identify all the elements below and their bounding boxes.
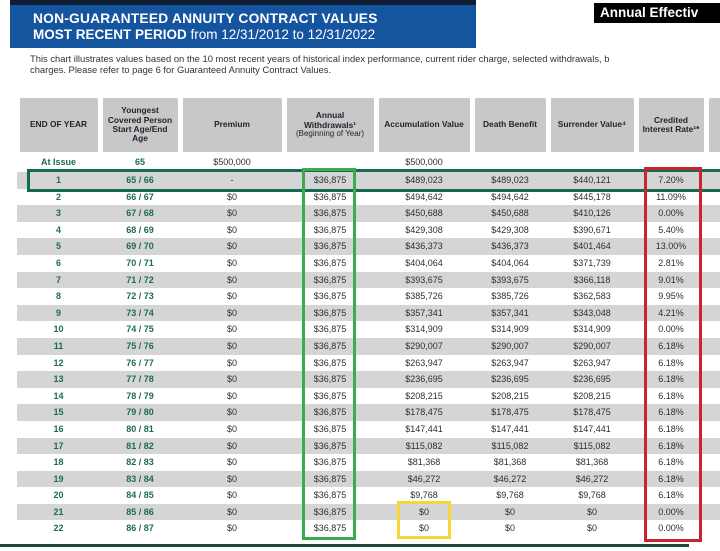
table-cell: $401,464 — [573, 241, 611, 252]
table-row — [17, 388, 720, 405]
table-cell: 84 / 85 — [126, 490, 154, 501]
table-cell: $450,688 — [405, 208, 443, 219]
table-cell: 14 — [53, 390, 64, 401]
table-cell: 7 — [55, 274, 61, 285]
table-cell: $0 — [418, 523, 429, 534]
table-cell: 86 / 87 — [126, 523, 154, 534]
column-header-label: END OF YEAR — [29, 119, 88, 130]
table-cell: 1 — [55, 175, 61, 185]
bottom-divider — [0, 544, 689, 547]
table-cell: 7.20% — [658, 175, 684, 185]
table-cell: 66 / 67 — [126, 191, 154, 202]
table-cell: $494,642 — [491, 191, 529, 202]
table-cell: 68 / 69 — [126, 224, 154, 235]
table-cell-cropped — [706, 338, 720, 355]
table-cell — [548, 152, 636, 172]
table-cell: $36,875 — [313, 357, 347, 368]
table-cell: $404,064 — [405, 257, 443, 268]
table-cell: $208,215 — [405, 390, 443, 401]
table-cell: $36,875 — [313, 407, 347, 418]
table-cell: 4 — [55, 224, 61, 235]
table-row — [17, 205, 720, 222]
column-header-death-benefit — [475, 98, 546, 152]
table-cell-cropped — [706, 222, 720, 239]
table-cell-cropped — [706, 205, 720, 222]
table-cell: $0 — [226, 390, 237, 401]
table-row — [17, 520, 720, 537]
table-cell: 65 — [134, 157, 145, 167]
table-cell: 16 — [53, 423, 64, 434]
table-cell: $429,308 — [491, 224, 529, 235]
column-header-end-of-year — [20, 98, 98, 152]
table-cell: $0 — [226, 423, 237, 434]
table-cell: $290,007 — [405, 340, 443, 351]
table-cell-cropped — [706, 305, 720, 322]
table-cell: $0 — [418, 506, 429, 517]
column-header-label: Accumulation Value — [384, 119, 464, 130]
table-cell: $36,875 — [313, 506, 347, 517]
table-cell-cropped — [706, 487, 720, 504]
table-row — [17, 222, 720, 239]
table-cell: $178,475 — [573, 407, 611, 418]
table-cell: $236,695 — [405, 374, 443, 385]
table-cell: $36,875 — [313, 490, 347, 501]
table-cell: 0.00% — [658, 523, 684, 534]
table-cell: $0 — [586, 506, 597, 517]
table-cell: $0 — [226, 357, 237, 368]
table-cell: $0 — [226, 224, 237, 235]
table-cell: $489,023 — [491, 175, 529, 185]
table-cell: $0 — [226, 291, 237, 302]
table-cell: $36,875 — [313, 457, 347, 468]
table-cell: 73 / 74 — [126, 307, 154, 318]
table-cell: $81,368 — [575, 457, 609, 468]
table-cell: $314,909 — [491, 324, 529, 335]
table-cell: $208,215 — [573, 390, 611, 401]
table-cell: $208,215 — [491, 390, 529, 401]
table-cell: $147,441 — [491, 423, 529, 434]
table-cell: 65 / 66 — [126, 175, 154, 185]
column-header-label: Credited Interest Rate¹* — [642, 114, 700, 134]
table-cell: $36,875 — [313, 473, 347, 484]
table-row — [17, 338, 720, 355]
table-cell: 9 — [55, 307, 61, 318]
table-cell: 6.18% — [658, 490, 684, 501]
table-cell: - — [230, 175, 234, 185]
table-cell: $263,947 — [573, 357, 611, 368]
table-cell: 71 / 72 — [126, 274, 154, 285]
column-header-credited-interest-rate — [639, 98, 704, 152]
table-cell-cropped — [706, 355, 720, 372]
table-row — [17, 504, 720, 521]
table-cell — [284, 152, 376, 172]
table-cell: $0 — [226, 257, 237, 268]
table-cell: 6.18% — [658, 423, 684, 434]
table-cell: 78 / 79 — [126, 390, 154, 401]
column-header-label: Premium — [214, 119, 250, 130]
table-cell: $36,875 — [313, 523, 347, 534]
table-cell: $494,642 — [405, 191, 443, 202]
table-cell: $0 — [226, 340, 237, 351]
table-cell: $46,272 — [493, 473, 527, 484]
table-cell: $445,178 — [573, 191, 611, 202]
table-cell: $0 — [226, 473, 237, 484]
table-cell: 13 — [53, 374, 64, 385]
table-cell: $0 — [226, 440, 237, 451]
table-cell-cropped — [706, 404, 720, 421]
table-row — [17, 404, 720, 421]
column-header-youngest-covered-person — [103, 98, 178, 152]
table-cell-cropped — [706, 471, 720, 488]
table-cell: 6.18% — [658, 407, 684, 418]
table-cell: 13.00% — [655, 241, 687, 252]
table-cell: $436,373 — [491, 241, 529, 252]
column-header-label: Death Benefit — [483, 119, 537, 130]
table-row — [17, 305, 720, 322]
page-subtitle-period: from 12/31/2012 to 12/31/2022 — [186, 27, 376, 42]
table-cell: 79 / 80 — [126, 407, 154, 418]
table-row — [17, 172, 720, 189]
table-cell: $314,909 — [573, 324, 611, 335]
table-cell: 2.81% — [658, 257, 684, 268]
table-header-row — [17, 98, 720, 152]
table-row — [17, 487, 720, 504]
table-cell: $314,909 — [405, 324, 443, 335]
table-cell: $385,726 — [491, 291, 529, 302]
description-line-1: This chart illustrates values based on the 10 most recent years of historical index performance, current rider charge, selected withdrawals, b — [30, 53, 610, 64]
table-row — [17, 454, 720, 471]
table-cell: $436,373 — [405, 241, 443, 252]
table-cell: 81 / 82 — [126, 440, 154, 451]
page-subtitle — [33, 27, 476, 42]
table-cell: $489,023 — [405, 175, 443, 185]
at-issue-row — [17, 152, 720, 172]
table-cell: $500,000 — [213, 157, 251, 167]
table-cell: $9,768 — [496, 490, 524, 501]
table-cell: 3 — [55, 208, 61, 219]
table-cell: 69 / 70 — [126, 241, 154, 252]
table-cell: $36,875 — [313, 440, 347, 451]
table-cell: At Issue — [40, 157, 76, 167]
table-cell: 5 — [55, 241, 61, 252]
table-cell-cropped — [706, 388, 720, 405]
table-cell: $366,118 — [573, 274, 611, 285]
table-cell: $343,048 — [573, 307, 611, 318]
table-cell: $236,695 — [491, 374, 529, 385]
table-cell: $9,768 — [578, 490, 606, 501]
table-cell-cropped — [706, 321, 720, 338]
table-cell: 9.01% — [658, 274, 684, 285]
table-cell-cropped — [706, 288, 720, 305]
column-header-label: Surrender Value⁴ — [557, 119, 627, 130]
table-cell: $36,875 — [313, 423, 347, 434]
table-cell: 76 / 77 — [126, 357, 154, 368]
table-row — [17, 288, 720, 305]
table-cell: $393,675 — [405, 274, 443, 285]
page-subtitle-bold: MOST RECENT PERIOD — [33, 27, 187, 42]
table-cell: $429,308 — [405, 224, 443, 235]
table-cell: $500,000 — [405, 157, 443, 167]
table-row — [17, 272, 720, 289]
table-cell: 8 — [55, 291, 61, 302]
table-cell: $9,768 — [410, 490, 438, 501]
table-cell: $263,947 — [491, 357, 529, 368]
table-cell: 4.21% — [658, 307, 684, 318]
table-cell: $450,688 — [491, 208, 529, 219]
table-cell: $36,875 — [313, 324, 347, 335]
table-cell-cropped — [706, 438, 720, 455]
table-cell: $263,947 — [405, 357, 443, 368]
table-cell: $393,675 — [491, 274, 529, 285]
table-cell: $404,064 — [491, 257, 529, 268]
table-cell: $0 — [226, 208, 237, 219]
table-cell: $36,875 — [313, 390, 347, 401]
table-cell-cropped — [706, 189, 720, 206]
table-cell: 0.00% — [658, 208, 684, 219]
table-cell: $0 — [226, 241, 237, 252]
table-cell: $81,368 — [493, 457, 527, 468]
table-cell-cropped — [706, 255, 720, 272]
table-cell: 80 / 81 — [126, 423, 154, 434]
column-header-accumulation-value — [379, 98, 470, 152]
table-cell: $390,671 — [573, 224, 611, 235]
table-cell: $0 — [226, 407, 237, 418]
table-cell: 67 / 68 — [126, 208, 154, 219]
table-cell: $36,875 — [313, 274, 347, 285]
table-cell: $0 — [226, 490, 237, 501]
table-cell: $36,875 — [313, 291, 347, 302]
table-cell: 0.00% — [658, 324, 684, 335]
table-cell: $0 — [504, 523, 515, 534]
table-cell: $440,121 — [573, 175, 611, 185]
table-cell: $36,875 — [313, 175, 347, 185]
table-row — [17, 471, 720, 488]
table-cell: 11.09% — [656, 191, 686, 202]
table-cell: $357,341 — [491, 307, 529, 318]
table-cell-cropped — [706, 520, 720, 537]
table-cell: $36,875 — [313, 340, 347, 351]
table-cell: 12 — [53, 357, 64, 368]
table-cell-cropped — [706, 454, 720, 471]
table-cell: 83 / 84 — [126, 473, 154, 484]
column-header-annual-withdrawals: Annual Withdrawals¹ (Beginning of Year) — [287, 98, 374, 152]
table-cell: 5.40% — [658, 224, 684, 235]
table-cell-cropped — [706, 504, 720, 521]
table-cell: 6.18% — [658, 440, 684, 451]
table-cell: 72 / 73 — [126, 291, 154, 302]
table-cell: 6.18% — [658, 457, 684, 468]
table-cell: 19 — [53, 473, 64, 484]
table-cell: $0 — [226, 457, 237, 468]
table-cell: 6.18% — [658, 340, 684, 351]
table-cell: $290,007 — [573, 340, 611, 351]
table-cell: $36,875 — [313, 307, 347, 318]
table-cell: 6.18% — [658, 390, 684, 401]
table-cell-cropped — [706, 172, 720, 189]
table-cell: $115,082 — [405, 440, 443, 451]
table-cell: $290,007 — [491, 340, 529, 351]
table-row — [17, 421, 720, 438]
table-row — [17, 238, 720, 255]
column-header-surrender-value — [551, 98, 634, 152]
description-line-2: charges. Please refer to page 6 for Guaranteed Annuity Contract Values. — [30, 64, 332, 75]
table-cell: $371,739 — [573, 257, 611, 268]
annuity-values-table — [17, 98, 720, 537]
table-cell: $385,726 — [405, 291, 443, 302]
table-cell: 6.18% — [658, 473, 684, 484]
table-cell: $0 — [226, 274, 237, 285]
table-cell: $46,272 — [407, 473, 441, 484]
table-cell: $36,875 — [313, 241, 347, 252]
table-cell-cropped — [706, 272, 720, 289]
description — [30, 53, 720, 75]
table-cell: $36,875 — [313, 208, 347, 219]
table-cell: $0 — [226, 506, 237, 517]
table-cell: $357,341 — [405, 307, 443, 318]
table-cell-cropped — [706, 421, 720, 438]
table-cell: $115,082 — [573, 440, 611, 451]
table-cell: 6.18% — [658, 357, 684, 368]
table-cell: $362,583 — [573, 291, 611, 302]
table-cell-cropped — [706, 371, 720, 388]
table-row — [17, 355, 720, 372]
table-cell: $36,875 — [313, 257, 347, 268]
table-cell: 0.00% — [658, 506, 684, 517]
table-cell: 22 — [53, 523, 64, 534]
table-cell: $0 — [226, 374, 237, 385]
table-body — [17, 172, 720, 537]
table-cell: $36,875 — [313, 224, 347, 235]
table-cell: $236,695 — [573, 374, 611, 385]
table-cell: $147,441 — [573, 423, 611, 434]
column-header-label: Annual Withdrawals¹ — [303, 110, 357, 130]
table-cell — [472, 152, 548, 172]
table-row — [17, 189, 720, 206]
table-cell-cropped — [706, 152, 720, 172]
table-cell: 9.95% — [658, 291, 684, 302]
column-header-cropped — [709, 98, 720, 152]
table-row — [17, 321, 720, 338]
table-row — [17, 438, 720, 455]
table-cell: $81,368 — [407, 457, 441, 468]
table-cell: $0 — [226, 307, 237, 318]
table-cell: $0 — [586, 523, 597, 534]
table-cell: 21 — [53, 506, 64, 517]
table-cell-cropped — [706, 238, 720, 255]
table-cell: 11 — [53, 340, 64, 351]
title-banner — [10, 5, 476, 48]
table-cell: 70 / 71 — [126, 257, 154, 268]
table-cell: 74 / 75 — [126, 324, 154, 335]
table-row — [17, 255, 720, 272]
table-cell: 77 / 78 — [126, 374, 154, 385]
table-cell: 10 — [53, 324, 64, 335]
table-cell: $178,475 — [491, 407, 529, 418]
table-cell: $0 — [226, 191, 237, 202]
table-cell: 75 / 76 — [126, 340, 154, 351]
table-cell: $36,875 — [313, 374, 347, 385]
table-cell: $410,126 — [573, 208, 611, 219]
table-cell: 15 — [53, 407, 64, 418]
table-cell: $147,441 — [405, 423, 443, 434]
table-cell: $0 — [226, 324, 237, 335]
table-cell: $178,475 — [405, 407, 443, 418]
table-row — [17, 371, 720, 388]
table-cell: 85 / 86 — [126, 506, 154, 517]
column-header-label: Youngest Covered Person Start Age/End Age — [107, 105, 173, 144]
table-cell: $0 — [504, 506, 515, 517]
table-cell: $115,082 — [491, 440, 529, 451]
corner-badge: Annual Effectiv — [594, 3, 720, 23]
table-cell: 2 — [55, 191, 61, 202]
table-cell — [636, 152, 706, 172]
column-header-premium — [183, 98, 282, 152]
table-cell: 6 — [55, 257, 61, 268]
table-cell: $0 — [226, 523, 237, 534]
table-cell: 20 — [53, 490, 64, 501]
table-cell: $46,272 — [575, 473, 609, 484]
table-cell: 6.18% — [658, 374, 684, 385]
table-cell: $36,875 — [313, 191, 347, 202]
table-cell: 82 / 83 — [126, 457, 154, 468]
page-title: NON-GUARANTEED ANNUITY CONTRACT VALUES — [33, 11, 378, 26]
table-cell: 17 — [53, 440, 64, 451]
table-cell: 18 — [53, 457, 64, 468]
